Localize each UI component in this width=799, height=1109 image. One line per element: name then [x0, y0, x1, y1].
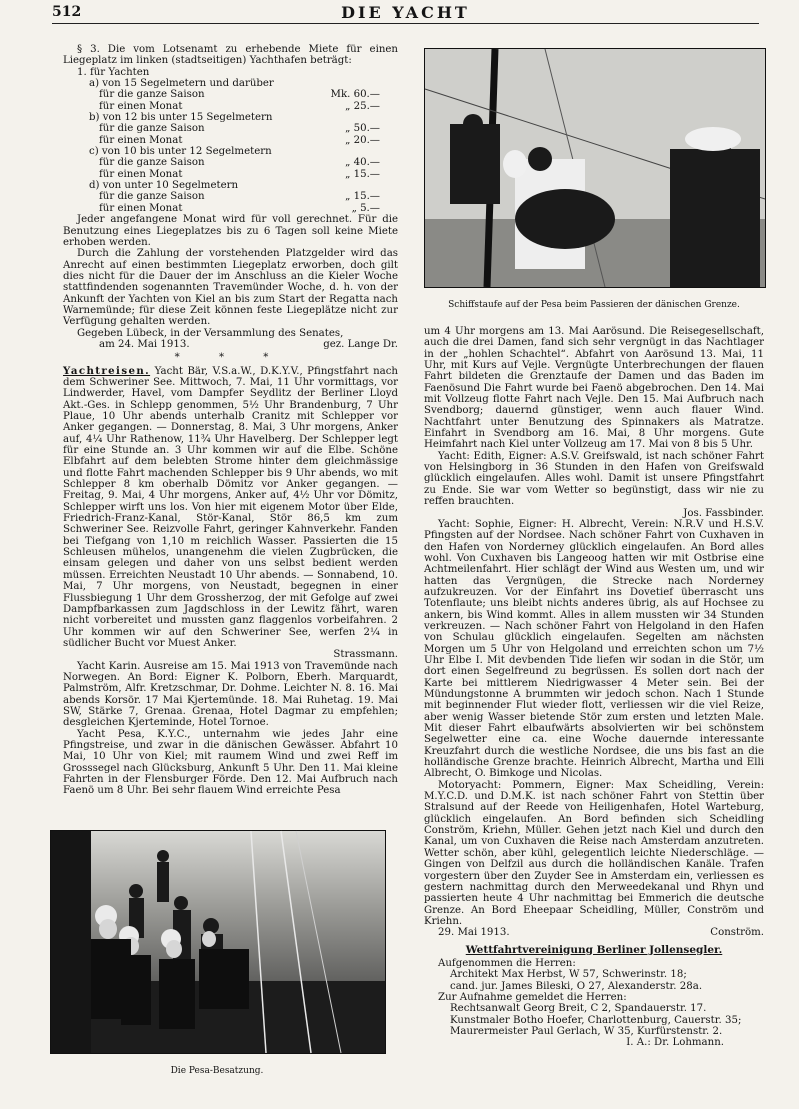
yachtreisen-heading: Yachtreisen.	[63, 364, 151, 377]
member-entry: cand. jur. James Bileski, O 27, Alexanderstr. 28a.	[450, 980, 703, 992]
fee-table	[63, 78, 398, 214]
yachtreisen-text: Yacht Bär, V.S.a.W., D.K.Y.V., Pfingstfahrt nach dem Schweriner See. Mittwoch, 7. Mai, 11 Uhr vormittags, vor Lindwerder, Havel, vom Dampfer Seydlitz der Berliner Lloyd Akt.-Ges. in Schlepp genommen, 5½ Uhr Brandenburg, 7 Uhr Plaue, 10 Uhr abends unterhalb Cranitz mit Schlepper vor Anker gegangen. — Donnerstag, 8. Mai, 3 Uhr morgens, Anker auf, 4¼ Uhr Rathenow, 11¾ Uhr Havelberg. Der Schlepper legt für eine Stunde an. 3 Uhr kommen wir auf die Elbe. Schöne Elbfahrt auf dem belebten Strome hinter dem gleichmässige und flotte Fahrt machenden Schlepper bis 9 Uhr abends, wo mit Schlepper 8 km oberhalb Dömitz vor Anker gegangen. — Freitag, 9. Mai, 4 Uhr morgens, Anker auf, 4½ Uhr vor Dömitz, Schlepper wirft uns los. Von hier mit eigenem Motor über Elde, Friedrich-Franz-Kanal, Stör-Kanal, Stör 86,5 km zum Schweriner See. Reizvolle Fahrt, geringer Kahnverkehr. Fanden bei Tiefgang von 1,10 m reichlich Wasser. Passierten die 15 Schleusen mühelos, unangenehm die vielen Zugbrücken, die einsam gelegen und daher von uns selbst bedient werden müssen. Erreichten Neustadt 10 Uhr abends. — Sonnabend, 10. Mai, 7 Uhr morgens, von Neustadt, begegnen in einer Flussbiegung 1 Uhr dem Grossherzog, der mit Gefolge auf zwei Dampfbarkassen zum Jagdschloss in der Lewitz fährt, waren nicht vorbereitet und mussten ganz flaggenlos vorbeifahren. 2 Uhr kommen wir auf den Schweriner See, werfen 2¼ in südlicher Bucht vor Muest Anker.	[63, 365, 398, 649]
fee-amount: „ 50.—	[345, 123, 380, 135]
fee-category: d) von unter 10 Segelmetern	[89, 180, 239, 192]
fee-category: a) von 15 Segelmetern und darüber	[89, 78, 274, 90]
pesa-report-continued: um 4 Uhr morgens am 13. Mai Aarösund. Die Reisegesellschaft, auch die drei Damen, fand sich sehr vergnügt in das Nachtlager in der „hohlen Schachtel“. Abfahrt von Aarösund 13. Mai, 11 Uhr, mit Kurs auf Vejle. Vergnügte Unterbrechungen der flauen Fahrt bildeten die Grenztaufe der Damen und das Baden im Faenösund Die Fahrt wurde bei Faenö abgebrochen. Den 14. Mai mit Vollzeug flotte Fahrt nach Vejle. Den 15. Mai Aufbruch nach Svendborg; dauernd günstiger, wenn auch flauer Wind. Nachtfahrt unter Benutzung des Spinnakers als Matratze. Einfahrt in Svendborg am 16. Mai, 8 Uhr morgens. Gute Heimfahrt nach Kiel unter Vollzeug am 17. Mai von 8 bis 5 Uhr.	[424, 326, 764, 451]
left-column	[63, 44, 398, 797]
fee-amount: „ 20.—	[345, 134, 380, 146]
crew-photo-image	[51, 831, 385, 1053]
fee-period: für die ganze Saison	[99, 191, 205, 203]
given-signature-row	[63, 339, 398, 350]
given-line: Gegeben Lübeck, in der Versammlung des Senates,	[77, 327, 344, 339]
admitted-heading: Aufgenommen die Herren:	[438, 957, 576, 969]
admitted-list	[424, 969, 764, 992]
fee-period: für einen Monat	[99, 202, 183, 214]
yachtreisen-signature: Strassmann.	[333, 649, 398, 661]
fee-period: für die ganze Saison	[99, 89, 205, 101]
member-entry: Maurermeister Paul Gerlach, W 35, Kurfürstenstr. 2.	[450, 1025, 723, 1037]
member-entry: Architekt Max Herbst, W 57, Schwerinstr. 18;	[450, 969, 687, 981]
fee-period: für die ganze Saison	[99, 123, 205, 135]
pommern-signature-row	[424, 927, 764, 938]
baptism-photo	[424, 48, 766, 288]
fee-header: 1. für Yachten	[77, 66, 150, 78]
fee-amount: „ 40.—	[345, 157, 380, 169]
member-entry: Kunstmaler Botho Hoefer, Charlottenburg, Cauerstr. 35;	[450, 1014, 742, 1026]
fee-period: für einen Monat	[99, 168, 183, 180]
fee-amount: „ 5.—	[351, 202, 380, 214]
pesa-crew-photo	[50, 830, 386, 1054]
fee-row	[63, 203, 398, 214]
fee-amount: Mk. 60.—	[330, 89, 380, 101]
fee-row	[63, 123, 398, 134]
fee-row	[63, 157, 398, 168]
page-header	[52, 3, 759, 24]
pommern-signature: Conström.	[710, 927, 764, 939]
given-signature: gez. Lange Dr.	[323, 338, 398, 350]
pommern-report: Motoryacht: Pommern, Eigner: Max Scheidling, Verein: M.Y.C.D. und D.M.K. ist nach schöner Fahrt von Stettin über Stralsund auf der Reede von Heiligenhafen, Hotel Warteburg, glücklich eingelaufen. An Bord befinden sich Scheidling Conström, Kriehn, Müller. Gehen jetzt nach Kiel und durch den Kanal, um von Cuxhaven die Reise nach Amsterdam anzutreten. Wetter schön, aber kühl, gelegentlich leichte Niederschläge. — Gingen von Delfzil aus durch die holländischen Kanäle. Trafen vorgestern über den Zuyder See in Amsterdam ein, verliessen es gestern nachmittag durch den Merweedekanal und Rhyn und passierten heute 4 Uhr nachmittag bei Emmerich die deutsche Grenze. An Bord Eheepaar Scheidling, Müller, Conström und Kriehn.	[424, 779, 764, 927]
crew-photo-caption: Die Pesa-Besatzung.	[170, 1066, 264, 1076]
fee-amount: „ 15.—	[345, 168, 380, 180]
baptism-photo-image	[425, 49, 765, 287]
fee-period: für einen Monat	[99, 134, 183, 146]
applicants-list	[424, 1003, 764, 1037]
fee-row	[63, 191, 398, 202]
regulation-paragraph: § 3. Die vom Lotsenamt zu erhebende Miete für einen Liegeplatz im linken (stadtseitigen) Yachthafen beträgt:	[63, 44, 398, 67]
fee-category: c) von 10 bis unter 12 Segelmetern	[89, 146, 272, 158]
club-notice-signature: I. A.: Dr. Lohmann.	[626, 1037, 724, 1049]
section-divider: * * *	[174, 352, 287, 364]
member-entry: Rechtsanwalt Georg Breit, C 2, Spandauerstr. 17.	[450, 1003, 707, 1015]
regulation-paragraph-3: Durch die Zahlung der vorstehenden Platzgelder wird das Anrecht auf einen bestimmten Liegeplatz erworben, doch gilt dies nicht für die Dauer der im Anschluss an die Kieler Woche stattfindenden sogenannten Travemünder Woche, d. h. von der Ankunft der Yachten von Kiel an bis zum Start der Regatta nach Warnemünde; für diese Zeit können feste Liegeplätze nicht zur Verfügung gehalten werden.	[63, 248, 398, 328]
karin-report: Yacht Karin. Ausreise am 15. Mai 1913 von Travemünde nach Norwegen. An Bord: Eigner K. Polborn, Eberh. Marquardt, Palmström, Alfr. Kretzschmar, Dr. Dohme. Leichter N. 8. 16. Mai abends Korsör. 17 Mai Kjertemünde. 18. Mai Ruhetag. 19. Mai SW, Stärke 7, Grenaa. Grenaa, Hotel Dagmar zu empfehlen; desgleichen Kjerteminde, Hotel Tornoe.	[63, 660, 398, 729]
yachtreisen-report	[63, 366, 398, 650]
fee-row	[63, 135, 398, 146]
right-column	[424, 326, 764, 1084]
page-number: 512	[52, 4, 82, 20]
edith-signature: Jos. Fassbinder.	[683, 507, 764, 519]
sophie-report: Yacht: Sophie, Eigner: H. Albrecht, Verein: N.R.V und H.S.V. Pfingsten auf der Nordsee. Nach schöner Fahrt von Cuxhaven in den Hafen von Norderney glücklich eingelaufen. An Bord alles wohl. Von Cuxhaven bis Langeoog hatten wir mit Ostbrise eine Achtmeilenfahrt. Hier schlägt der Wind aus Westen um, und wir hatten das Vergnügen, die Strecke nach Norderney aufzukreuzen. Vor der Einfahrt ins Dovetief überrascht uns Totenflaute; uns bleibt nichts anderes übrig, als auf Hochsee zu ankern, bis Wind kommt. Alles in allem mussten wir 34 Stunden verkreuzen. — Nach schöner Fahrt von Helgoland in den Hafen von Schulau glücklich eingelaufen. Segelten am nächsten Morgen um 5 Uhr von Helgoland und erreichten schon um 7½ Uhr Elbe I. Mit devbenden Tide liefen wir sodan in die Stör, um dort einen Segelfreund zu begrüssen. Es sollen dort nach der Karte bei mittlerem Niedrigwasser 4 Meter sein. Bei der Mündungstonne A brummten wir jedoch schon. Nach 1 Stunde mit beginnender Flut wieder flott, verliessen wir die viel Reize, aber wenig Wasser bietende Stör zum ersten und letzten Male. Mit dieser Fahrt elbaufwärts absolvierten wir bei schönstem Segelwetter eine ca. eine Woche dauernde interessante Kreuzfahrt durch die westliche Nordsee, die uns bis fast an die holländische Grenze brachte. Heinrich Albrecht, Martha und Elli Albrecht, O. Bimkoge und Nicolas.	[424, 518, 764, 780]
fee-row	[63, 169, 398, 180]
fee-period: für die ganze Saison	[99, 157, 205, 169]
baptism-photo-caption: Schiffstaufe auf der Pesa beim Passieren der dänischen Grenze.	[448, 300, 740, 310]
given-date: am 24. Mai 1913.	[99, 338, 190, 350]
masthead: DIE YACHT	[341, 3, 470, 22]
fee-amount: „ 15.—	[345, 191, 380, 203]
fee-amount: „ 25.—	[345, 100, 380, 112]
fee-row	[63, 101, 398, 112]
edith-report: Yacht: Edith, Eigner: A.S.V. Greifswald, ist nach schöner Fahrt von Helsingborg in 36 Stunden in den Hafen von Greifswald glücklich eingelaufen. Alles wohl. Damit ist unsere Pfingstfahrt zu Ende. Sie war vom Wetter so begünstigt, dass wir nie zu reffen brauchten.	[424, 450, 764, 508]
applicants-heading: Zur Aufnahme gemeldet die Herren:	[438, 991, 627, 1003]
regulation-paragraph-2: Jeder angefangene Monat wird für voll gerechnet. Für die Benutzung eines Liegeplatzes bis zu 6 Tagen soll keine Miete erhoben werden.	[63, 214, 398, 248]
club-notice-title: Wettfahrtvereinigung Berliner Jollensegler.	[465, 943, 723, 956]
fee-category: b) von 12 bis unter 15 Segelmetern	[89, 112, 273, 124]
pommern-date: 29. Mai 1913.	[438, 927, 510, 939]
pesa-report: Yacht Pesa, K.Y.C., unternahm wie jedes Jahr eine Pfingstreise, und zwar in die dänischen Gewässer. Abfahrt 10 Mai, 10 Uhr von Kiel; mit raumem Wind und zwei Reff im Grosssegel nach Glücksburg, Ankunft 5 Uhr. Den 11. Mai kleine Fahrten in der Flensburger Förde. Den 12. Mai Aufbruch nach Faenö um 8 Uhr. Bei sehr flauem Wind erreichte Pesa	[63, 728, 398, 797]
fee-period: für einen Monat	[99, 100, 183, 112]
fee-row	[63, 89, 398, 100]
